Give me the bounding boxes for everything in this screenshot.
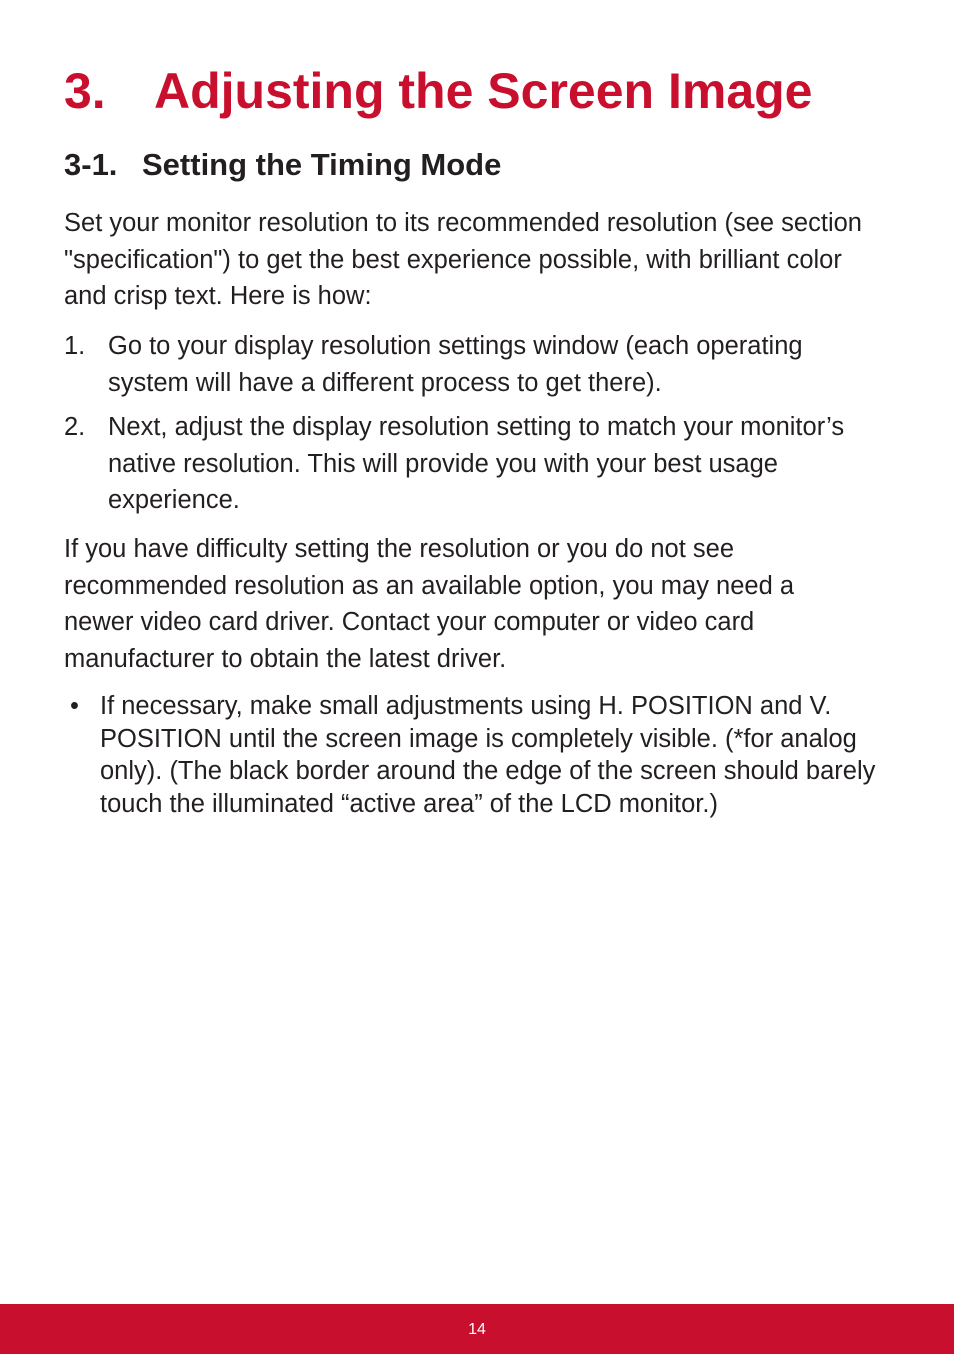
chapter-title-text: Adjusting the Screen Image (154, 63, 813, 119)
page-number: 14 (468, 1321, 486, 1338)
bullet-icon: • (70, 692, 79, 720)
driver-paragraph: If you have difficulty setting the resolution or you do not see recommended resolution as an available option, you may need a newer video card driver. Contact your computer or video card manufacturer to obtain the latest driver. (64, 535, 795, 673)
section-title-text: Setting the Timing Mode (142, 147, 502, 182)
chapter-title (64, 58, 812, 124)
step-item (64, 328, 884, 401)
note-text: If necessary, make small adjustments using H. POSITION and V. POSITION until the screen image is completely visible. (*for analog only). (The black border around the edge of the screen should barely touch the illuminated “active area” of the LCD monitor.) (100, 692, 876, 818)
step-item (64, 409, 884, 519)
footer-bar (0, 1304, 954, 1354)
steps-list (64, 328, 884, 527)
notes-list (64, 690, 884, 820)
step-number: 2. (64, 413, 86, 441)
step-number: 1. (64, 332, 86, 360)
intro-paragraph: Set your monitor resolution to its recommended resolution (see section "specification") to get the best experience possible, with brilliant color and crisp text. Here is how: (64, 209, 862, 310)
chapter-number: 3. (64, 63, 106, 119)
note-item (64, 690, 884, 820)
section-heading (64, 144, 501, 186)
step-text: Go to your display resolution settings window (each operating system will have a different process to get there). (108, 332, 803, 397)
step-text: Next, adjust the display resolution setting to match your monitor’s native resolution. This will provide you with your best usage experience. (108, 413, 845, 514)
section-number: 3-1. (64, 147, 118, 182)
